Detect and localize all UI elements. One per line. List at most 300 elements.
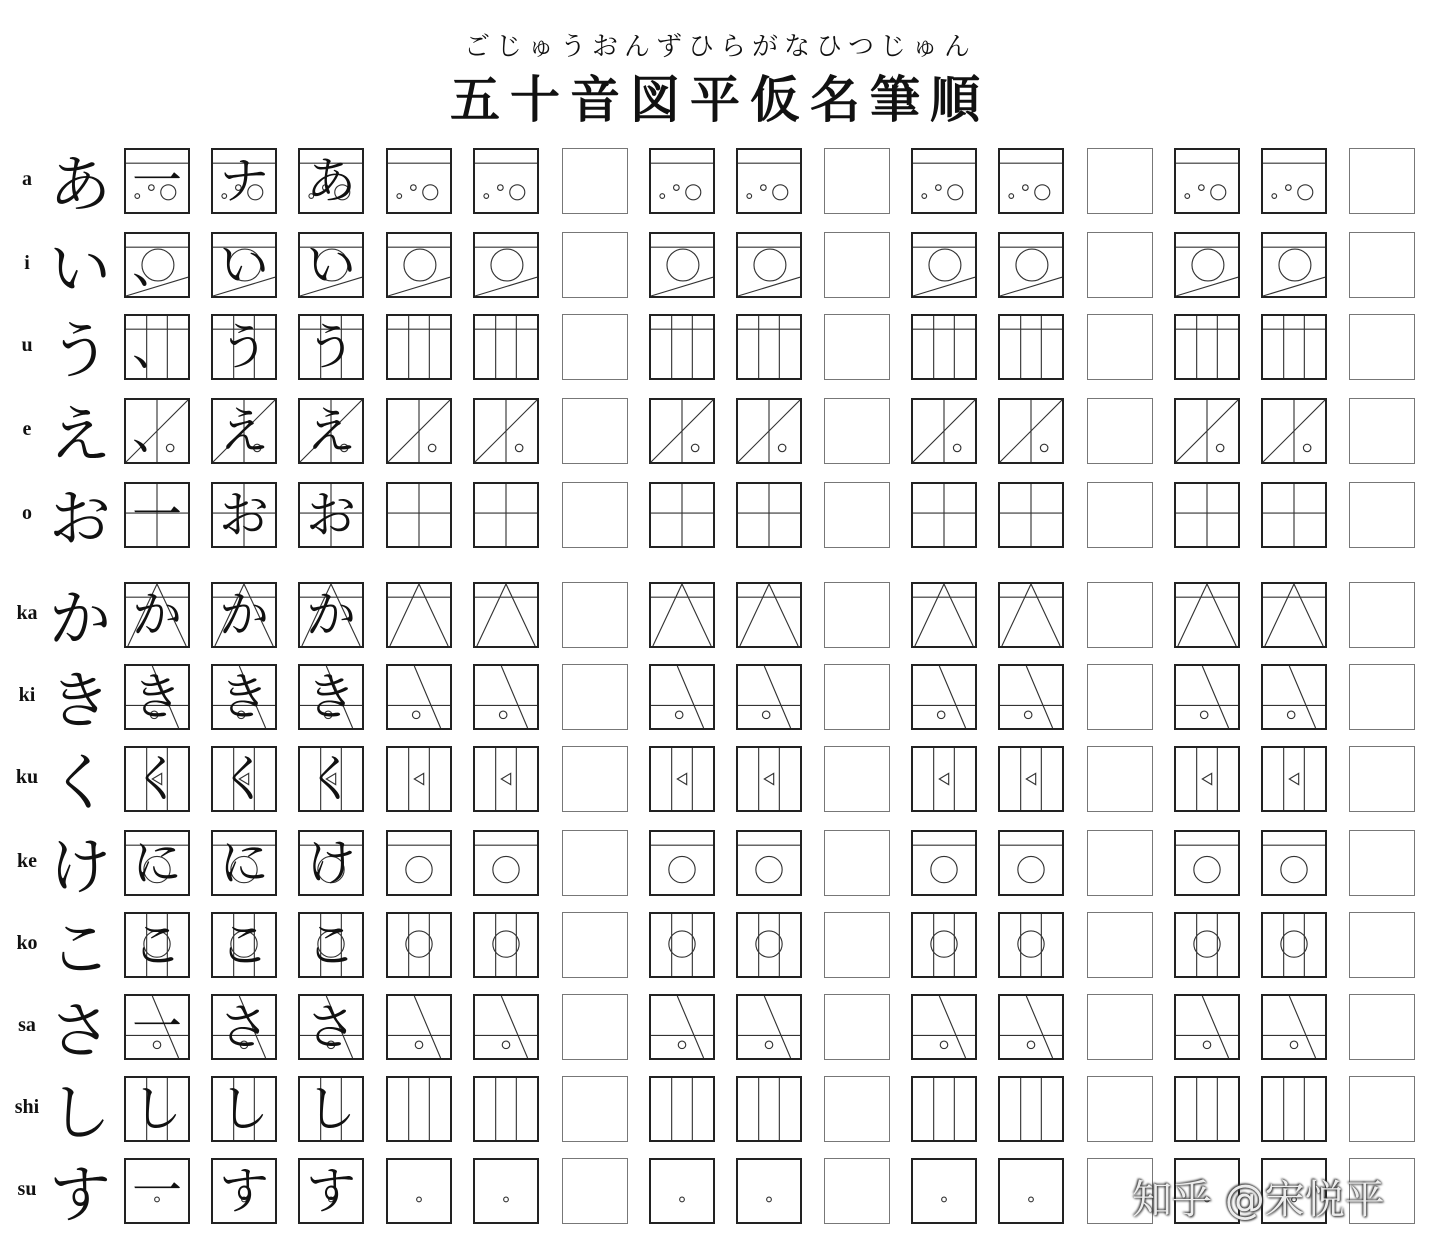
guide-practice-cell bbox=[736, 994, 802, 1060]
guide-practice-cell bbox=[386, 664, 452, 730]
guide-lines bbox=[388, 748, 450, 810]
guide-lines bbox=[1263, 666, 1325, 728]
blank-practice-cell bbox=[562, 314, 628, 380]
guide-circle bbox=[667, 249, 699, 281]
stroke-step-glyph: さ bbox=[219, 998, 269, 1056]
stroke-sample-cell bbox=[211, 398, 277, 464]
guide-triangle bbox=[677, 773, 686, 784]
guide-circle bbox=[493, 856, 519, 882]
guide-triangle bbox=[764, 773, 773, 784]
guide-lines bbox=[388, 996, 450, 1058]
guide-line bbox=[1202, 666, 1228, 728]
page-title: 五十音図平仮名筆順 bbox=[450, 70, 990, 129]
guide-practice-cell bbox=[386, 482, 452, 548]
guide-practice-cell bbox=[998, 746, 1064, 812]
guide-triangle bbox=[414, 773, 423, 784]
guide-lines bbox=[913, 316, 975, 378]
guide-practice-cell bbox=[736, 582, 802, 648]
stroke-sample-cell bbox=[298, 1158, 364, 1224]
stroke-sample-cell bbox=[124, 664, 190, 730]
guide-practice-cell bbox=[649, 582, 715, 648]
guide-circle bbox=[1023, 185, 1029, 191]
guide-practice-cell bbox=[473, 746, 539, 812]
guide-lines bbox=[738, 914, 800, 976]
stroke-step-glyph: し bbox=[306, 1080, 356, 1138]
guide-circle bbox=[404, 249, 436, 281]
romaji-label: ku bbox=[15, 766, 39, 788]
kana-character: こ bbox=[48, 912, 111, 985]
guide-practice-cell bbox=[998, 148, 1064, 214]
blank-practice-cell bbox=[824, 912, 890, 978]
guide-lines bbox=[475, 996, 537, 1058]
guide-practice-cell bbox=[649, 148, 715, 214]
guide-lines bbox=[1000, 484, 1062, 546]
guide-practice-cell bbox=[473, 398, 539, 464]
blank-practice-cell bbox=[1087, 482, 1153, 548]
blank-practice-cell bbox=[1349, 148, 1415, 214]
guide-circle bbox=[1194, 856, 1220, 882]
romaji-label: ki bbox=[18, 684, 36, 706]
guide-practice-cell bbox=[473, 582, 539, 648]
guide-line bbox=[501, 666, 527, 728]
blank-practice-cell bbox=[824, 1158, 890, 1224]
kana-row-a bbox=[0, 148, 1440, 220]
guide-triangle bbox=[1202, 773, 1211, 784]
stroke-step-glyph: 、 bbox=[132, 318, 182, 376]
guide-line bbox=[1000, 277, 1062, 296]
stroke-step-glyph: こ bbox=[219, 916, 269, 974]
kana-character: く bbox=[48, 746, 111, 819]
blank-practice-cell bbox=[1087, 148, 1153, 214]
kana-row-ke bbox=[0, 830, 1440, 902]
guide-lines bbox=[913, 748, 975, 810]
guide-practice-cell bbox=[649, 994, 715, 1060]
guide-circle bbox=[417, 1197, 422, 1202]
blank-practice-cell bbox=[1087, 1076, 1153, 1142]
guide-practice-cell bbox=[911, 314, 977, 380]
kana-character: お bbox=[48, 482, 111, 555]
guide-lines bbox=[388, 832, 450, 894]
guide-practice-cell bbox=[473, 664, 539, 730]
guide-lines bbox=[651, 484, 713, 546]
stroke-sample-cell bbox=[211, 664, 277, 730]
guide-circle bbox=[674, 185, 680, 191]
guide-circle bbox=[936, 185, 942, 191]
guide-practice-cell bbox=[649, 232, 715, 298]
guide-lines bbox=[738, 400, 800, 462]
stroke-step-glyph: お bbox=[306, 486, 356, 544]
blank-practice-cell bbox=[1087, 994, 1153, 1060]
guide-practice-cell bbox=[386, 912, 452, 978]
blank-practice-cell bbox=[824, 482, 890, 548]
guide-line bbox=[738, 277, 800, 296]
guide-practice-cell bbox=[1174, 148, 1240, 214]
guide-practice-cell bbox=[649, 398, 715, 464]
stroke-step-glyph: き bbox=[219, 668, 269, 726]
guide-circle bbox=[1200, 711, 1208, 719]
kana-character: す bbox=[48, 1158, 111, 1231]
guide-circle bbox=[406, 856, 432, 882]
guide-circle bbox=[773, 185, 788, 200]
stroke-sample-cell bbox=[298, 482, 364, 548]
guide-circle bbox=[669, 931, 695, 957]
guide-circle bbox=[762, 711, 770, 719]
stroke-step-glyph: こ bbox=[306, 916, 356, 974]
guide-practice-cell bbox=[386, 398, 452, 464]
guide-lines bbox=[1176, 150, 1238, 212]
guide-lines bbox=[738, 234, 800, 296]
guide-line bbox=[913, 277, 975, 296]
guide-lines bbox=[913, 1078, 975, 1140]
blank-practice-cell bbox=[1349, 398, 1415, 464]
guide-lines bbox=[475, 316, 537, 378]
guide-lines bbox=[1000, 150, 1062, 212]
guide-lines bbox=[1000, 996, 1062, 1058]
blank-practice-cell bbox=[562, 1158, 628, 1224]
guide-lines bbox=[651, 748, 713, 810]
kana-character: か bbox=[48, 582, 111, 655]
guide-practice-cell bbox=[998, 582, 1064, 648]
guide-lines bbox=[475, 1078, 537, 1140]
stroke-sample-cell bbox=[124, 830, 190, 896]
romaji-label: o bbox=[22, 502, 32, 524]
guide-lines bbox=[475, 584, 537, 646]
guide-circle bbox=[686, 185, 701, 200]
guide-practice-cell bbox=[386, 1076, 452, 1142]
guide-circle bbox=[510, 185, 525, 200]
guide-practice-cell bbox=[473, 314, 539, 380]
guide-line bbox=[1289, 666, 1315, 728]
guide-practice-cell bbox=[911, 912, 977, 978]
guide-lines bbox=[738, 1160, 800, 1222]
guide-circle bbox=[1194, 931, 1220, 957]
stroke-step-glyph: こ bbox=[132, 916, 182, 974]
blank-practice-cell bbox=[562, 582, 628, 648]
guide-practice-cell bbox=[386, 830, 452, 896]
guide-circle bbox=[948, 185, 963, 200]
guide-lines bbox=[475, 914, 537, 976]
stroke-step-glyph: え bbox=[306, 402, 356, 460]
guide-practice-cell bbox=[911, 830, 977, 896]
guide-line bbox=[939, 666, 965, 728]
guide-practice-cell bbox=[1261, 664, 1327, 730]
stroke-step-glyph: く bbox=[132, 750, 182, 808]
blank-practice-cell bbox=[562, 664, 628, 730]
guide-practice-cell bbox=[736, 148, 802, 214]
guide-circle bbox=[1027, 1041, 1035, 1049]
blank-practice-cell bbox=[824, 314, 890, 380]
guide-lines bbox=[475, 484, 537, 546]
guide-lines bbox=[388, 484, 450, 546]
guide-circle bbox=[1281, 931, 1307, 957]
guide-lines bbox=[1176, 484, 1238, 546]
blank-practice-cell bbox=[1087, 912, 1153, 978]
guide-practice-cell bbox=[1174, 398, 1240, 464]
guide-practice-cell bbox=[1261, 746, 1327, 812]
guide-practice-cell bbox=[998, 232, 1064, 298]
stroke-sample-cell bbox=[211, 314, 277, 380]
guide-circle bbox=[397, 194, 402, 199]
guide-practice-cell bbox=[911, 482, 977, 548]
stroke-step-glyph: す bbox=[306, 1162, 356, 1220]
stroke-sample-cell bbox=[124, 1076, 190, 1142]
guide-line bbox=[677, 666, 703, 728]
stroke-step-glyph: 一 bbox=[132, 152, 182, 210]
guide-circle bbox=[499, 711, 507, 719]
blank-practice-cell bbox=[1087, 830, 1153, 896]
stroke-step-glyph: お bbox=[219, 486, 269, 544]
guide-practice-cell bbox=[736, 482, 802, 548]
guide-circle bbox=[1286, 185, 1292, 191]
stroke-step-glyph: け bbox=[306, 834, 356, 892]
guide-practice-cell bbox=[1174, 994, 1240, 1060]
blank-practice-cell bbox=[562, 746, 628, 812]
guide-practice-cell bbox=[911, 746, 977, 812]
guide-lines bbox=[1176, 996, 1238, 1058]
guide-line bbox=[944, 584, 973, 646]
stroke-sample-cell bbox=[124, 482, 190, 548]
stroke-step-glyph: に bbox=[219, 834, 269, 892]
guide-circle bbox=[1024, 711, 1032, 719]
guide-lines bbox=[913, 584, 975, 646]
guide-practice-cell bbox=[473, 994, 539, 1060]
guide-practice-cell bbox=[1174, 314, 1240, 380]
guide-practice-cell bbox=[1261, 482, 1327, 548]
guide-practice-cell bbox=[998, 1076, 1064, 1142]
guide-circle bbox=[922, 194, 927, 199]
guide-circle bbox=[931, 856, 957, 882]
guide-lines bbox=[1263, 1078, 1325, 1140]
guide-practice-cell bbox=[1174, 582, 1240, 648]
blank-practice-cell bbox=[824, 582, 890, 648]
kana-character: い bbox=[48, 232, 111, 305]
kana-row-e bbox=[0, 398, 1440, 470]
guide-lines bbox=[1176, 1078, 1238, 1140]
guide-practice-cell bbox=[998, 994, 1064, 1060]
stroke-sample-cell bbox=[211, 232, 277, 298]
guide-lines bbox=[1000, 666, 1062, 728]
guide-circle bbox=[660, 194, 665, 199]
guide-practice-cell bbox=[1174, 746, 1240, 812]
guide-circle bbox=[931, 931, 957, 957]
guide-lines bbox=[1263, 996, 1325, 1058]
blank-practice-cell bbox=[562, 398, 628, 464]
guide-practice-cell bbox=[1174, 1076, 1240, 1142]
stroke-sample-cell bbox=[211, 582, 277, 648]
guide-practice-cell bbox=[1261, 582, 1327, 648]
kana-row-i bbox=[0, 232, 1440, 304]
romaji-label: ka bbox=[16, 602, 38, 624]
blank-practice-cell bbox=[1349, 994, 1415, 1060]
stroke-step-glyph: し bbox=[219, 1080, 269, 1138]
blank-practice-cell bbox=[824, 664, 890, 730]
guide-circle bbox=[1211, 185, 1226, 200]
romaji-label: e bbox=[22, 418, 32, 440]
guide-practice-cell bbox=[1261, 232, 1327, 298]
guide-lines bbox=[913, 996, 975, 1058]
blank-practice-cell bbox=[824, 830, 890, 896]
guide-practice-cell bbox=[911, 1076, 977, 1142]
guide-line bbox=[1294, 584, 1323, 646]
blank-practice-cell bbox=[824, 1076, 890, 1142]
stroke-sample-cell bbox=[211, 148, 277, 214]
guide-practice-cell bbox=[736, 830, 802, 896]
guide-practice-cell bbox=[473, 830, 539, 896]
stroke-sample-cell bbox=[124, 398, 190, 464]
guide-line bbox=[1178, 584, 1207, 646]
blank-practice-cell bbox=[562, 232, 628, 298]
guide-line bbox=[651, 277, 713, 296]
guide-circle bbox=[669, 856, 695, 882]
kana-character: き bbox=[48, 664, 111, 737]
guide-practice-cell bbox=[649, 314, 715, 380]
blank-practice-cell bbox=[1087, 746, 1153, 812]
guide-practice-cell bbox=[386, 582, 452, 648]
stroke-step-glyph: 一 bbox=[132, 1162, 182, 1220]
romaji-label: sa bbox=[18, 1014, 36, 1036]
stroke-step-glyph: き bbox=[306, 668, 356, 726]
guide-practice-cell bbox=[473, 1158, 539, 1224]
guide-lines bbox=[651, 1160, 713, 1222]
kana-row-ku bbox=[0, 746, 1440, 818]
guide-lines bbox=[738, 666, 800, 728]
guide-circle bbox=[1303, 444, 1311, 452]
guide-lines bbox=[1176, 666, 1238, 728]
kana-character: さ bbox=[48, 994, 111, 1067]
guide-circle bbox=[423, 185, 438, 200]
guide-lines bbox=[1263, 484, 1325, 546]
guide-practice-cell bbox=[998, 830, 1064, 896]
blank-practice-cell bbox=[562, 1076, 628, 1142]
stroke-sample-cell bbox=[211, 1076, 277, 1142]
kana-character: け bbox=[48, 830, 111, 903]
stroke-sample-cell bbox=[298, 582, 364, 648]
guide-lines bbox=[651, 150, 713, 212]
guide-line bbox=[506, 584, 535, 646]
kana-row-ki bbox=[0, 664, 1440, 736]
stroke-step-glyph: く bbox=[306, 750, 356, 808]
guide-lines bbox=[1176, 748, 1238, 810]
stroke-sample-cell bbox=[124, 994, 190, 1060]
guide-circle bbox=[761, 185, 767, 191]
guide-line bbox=[764, 666, 790, 728]
guide-lines bbox=[738, 150, 800, 212]
stroke-sample-cell bbox=[298, 664, 364, 730]
stroke-sample-cell bbox=[211, 746, 277, 812]
guide-line bbox=[740, 584, 769, 646]
guide-lines bbox=[913, 1160, 975, 1222]
stroke-step-glyph: に bbox=[132, 834, 182, 892]
guide-lines bbox=[1263, 748, 1325, 810]
guide-practice-cell bbox=[736, 664, 802, 730]
guide-circle bbox=[747, 194, 752, 199]
guide-practice-cell bbox=[998, 912, 1064, 978]
guide-practice-cell bbox=[1174, 482, 1240, 548]
guide-practice-cell bbox=[736, 314, 802, 380]
guide-practice-cell bbox=[649, 664, 715, 730]
guide-practice-cell bbox=[649, 746, 715, 812]
guide-triangle bbox=[1026, 773, 1035, 784]
guide-lines bbox=[1176, 914, 1238, 976]
title-ruby: ごじゅうおんずひらがなひつじゅん bbox=[463, 32, 976, 62]
blank-practice-cell bbox=[824, 232, 890, 298]
guide-practice-cell bbox=[736, 232, 802, 298]
guide-lines bbox=[388, 234, 450, 296]
guide-circle bbox=[942, 1197, 947, 1202]
stroke-sample-cell bbox=[298, 314, 364, 380]
guide-lines bbox=[913, 914, 975, 976]
guide-circle bbox=[756, 931, 782, 957]
guide-circle bbox=[1290, 1041, 1298, 1049]
kana-row-ka bbox=[0, 582, 1440, 654]
guide-lines bbox=[475, 400, 537, 462]
guide-practice-cell bbox=[736, 746, 802, 812]
stroke-step-glyph: 一 bbox=[132, 998, 182, 1056]
guide-lines bbox=[475, 150, 537, 212]
guide-line bbox=[414, 666, 440, 728]
guide-triangle bbox=[939, 773, 948, 784]
guide-circle bbox=[415, 1041, 423, 1049]
stroke-sample-cell bbox=[124, 746, 190, 812]
guide-practice-cell bbox=[1261, 912, 1327, 978]
guide-line bbox=[1176, 277, 1238, 296]
stroke-sample-cell bbox=[298, 1076, 364, 1142]
guide-lines bbox=[651, 1078, 713, 1140]
stroke-step-glyph: 、 bbox=[132, 402, 182, 460]
guide-circle bbox=[1216, 444, 1224, 452]
guide-practice-cell bbox=[911, 582, 977, 648]
guide-lines bbox=[738, 584, 800, 646]
guide-lines bbox=[1176, 234, 1238, 296]
guide-circle bbox=[675, 711, 683, 719]
guide-circle bbox=[756, 856, 782, 882]
guide-circle bbox=[1009, 194, 1014, 199]
stroke-step-glyph: え bbox=[219, 402, 269, 460]
kana-character: し bbox=[48, 1076, 111, 1149]
guide-circle bbox=[502, 1041, 510, 1049]
guide-lines bbox=[913, 150, 975, 212]
stroke-sample-cell bbox=[211, 1158, 277, 1224]
guide-practice-cell bbox=[649, 1158, 715, 1224]
guide-practice-cell bbox=[649, 830, 715, 896]
stroke-sample-cell bbox=[298, 994, 364, 1060]
guide-line bbox=[653, 584, 682, 646]
blank-practice-cell bbox=[1087, 232, 1153, 298]
guide-line bbox=[1265, 584, 1294, 646]
stroke-step-glyph: あ bbox=[306, 152, 356, 210]
guide-line bbox=[1002, 584, 1031, 646]
guide-circle bbox=[765, 1041, 773, 1049]
stroke-step-glyph: い bbox=[219, 236, 269, 294]
stroke-step-glyph: か bbox=[219, 586, 269, 644]
blank-practice-cell bbox=[824, 148, 890, 214]
guide-lines bbox=[1000, 1078, 1062, 1140]
guide-lines bbox=[475, 666, 537, 728]
guide-lines bbox=[651, 832, 713, 894]
guide-lines bbox=[651, 914, 713, 976]
stroke-sample-cell bbox=[211, 994, 277, 1060]
kana-character: え bbox=[48, 398, 111, 471]
stroke-step-glyph: う bbox=[219, 318, 269, 376]
guide-circle bbox=[937, 711, 945, 719]
stroke-step-glyph: う bbox=[306, 318, 356, 376]
blank-practice-cell bbox=[562, 830, 628, 896]
guide-line bbox=[419, 584, 448, 646]
kana-row-sa bbox=[0, 994, 1440, 1066]
guide-lines bbox=[651, 666, 713, 728]
blank-practice-cell bbox=[562, 482, 628, 548]
guide-circle bbox=[1016, 249, 1048, 281]
